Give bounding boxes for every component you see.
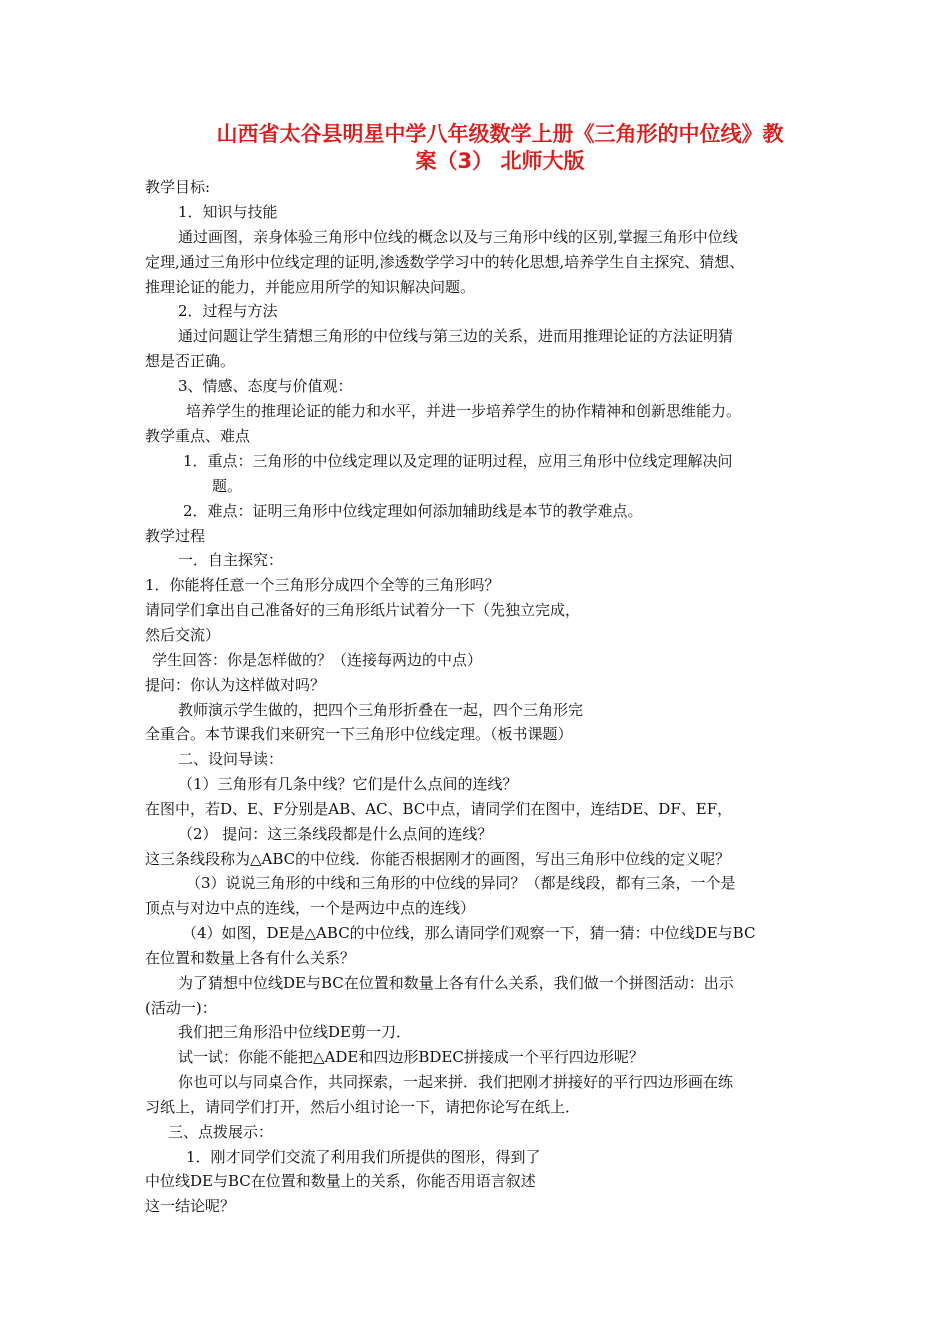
paragraph-line: 在位置和数量上各有什么关系？ — [145, 949, 356, 967]
paragraph-line: 提问：你认为这样做对吗？ — [145, 676, 326, 694]
document-title-line-1: 山西省太谷县明星中学八年级数学上册《三角形的中位线》教 — [216, 122, 784, 146]
document-title-line-2: 案（3） 北师大版 — [415, 149, 585, 173]
paragraph-line: 通过画图，亲身体验三角形中位线的概念以及与三角形中线的区别,掌握三角形中位线 — [178, 228, 738, 246]
paragraph-line: 培养学生的推理论证的能力和水平，并进一步培养学生的协作精神和创新思维能力。 — [186, 402, 742, 420]
list-item-key-point: 1．重点：三角形的中位线定理以及定理的证明过程，应用三角形中位线定理解决问 — [183, 452, 733, 470]
paragraph-line: 请同学们拿出自己准备好的三角形纸片试着分一下（先独立完成， — [145, 601, 581, 619]
subheading-self-exploration: 一．自主探究： — [178, 551, 284, 569]
paragraph-line: 这三条线段称为△ABC的中位线．你能否根据刚才的画图，写出三角形中位线的定义呢？ — [145, 850, 731, 868]
paragraph-line: （2） 提问：这三条线段都是什么点间的连线？ — [178, 825, 493, 843]
paragraph-line: 想是否正确。 — [145, 352, 236, 370]
subheading-knowledge-skills: 1．知识与技能 — [178, 203, 278, 221]
subheading-guidance-display: 三、点拨展示： — [168, 1123, 274, 1141]
section-heading-key-points: 教学重点、难点 — [145, 427, 251, 445]
paragraph-line: 全重合。本节课我们来研究一下三角形中位线定理。（板书课题） — [145, 725, 573, 743]
paragraph-line: 推理论证的能力，并能应用所学的知识解决问题。 — [145, 278, 476, 296]
paragraph-line: 中位线DE与BC在位置和数量上的关系，你能否用语言叙述 — [145, 1172, 536, 1190]
paragraph-line: 习纸上，请同学们打开，然后小组讨论一下，请把你论写在纸上． — [145, 1098, 581, 1116]
subheading-process-method: 2．过程与方法 — [178, 302, 278, 320]
paragraph-line: 然后交流） — [145, 626, 221, 644]
paragraph-line: 你也可以与同桌合作，共同探索，一起来拼．我们把刚才拼接好的平行四边形画在练 — [178, 1073, 734, 1091]
section-heading-process: 教学过程 — [145, 527, 206, 545]
paragraph-line: 这一结论呢？ — [145, 1197, 236, 1215]
paragraph-line: 定理,通过三角形中位线定理的证明,渗透数学学习中的转化思想,培养学生自主探究、猜想、 — [145, 253, 745, 271]
paragraph-line: （1）三角形有几条中线？它们是什么点间的连线？ — [178, 775, 518, 793]
paragraph-line: 通过问题让学生猜想三角形的中位线与第三边的关系，进而用推理论证的方法证明猜 — [178, 327, 734, 345]
paragraph-line: 我们把三角形沿中位线DE剪一刀． — [178, 1023, 411, 1041]
paragraph-line: 试一试：你能不能把△ADE和四边形BDEC拼接成一个平行四边形呢？ — [178, 1048, 644, 1066]
subheading-attitude-values: 3、情感、态度与价值观： — [178, 377, 353, 395]
subheading-guided-questions: 二、设问导读： — [178, 750, 284, 768]
paragraph-line: 在图中，若D、E、F分别是AB、AC、BC中点，请同学们在图中，连结DE、DF、EF， — [145, 800, 733, 818]
paragraph-line: 教师演示学生做的，把四个三角形折叠在一起，四个三角形完 — [178, 701, 584, 719]
paragraph-line: (活动一)： — [145, 999, 217, 1017]
paragraph-line: 1．刚才同学们交流了利用我们所提供的图形，得到了 — [186, 1148, 541, 1166]
paragraph-line: 顶点与对边中点的连线，一个是两边中点的连线） — [145, 899, 476, 917]
paragraph-line: 题。 — [212, 477, 243, 495]
list-item-difficult-point: 2．难点：证明三角形中位线定理如何添加辅助线是本节的教学难点。 — [183, 502, 643, 520]
paragraph-line: 为了猜想中位线DE与BC在位置和数量上各有什么关系，我们做一个拼图活动：出示 — [178, 974, 734, 992]
paragraph-line: （4）如图，DE是△ABC的中位线，那么请同学们观察一下，猜一猜：中位线DE与BC — [182, 924, 756, 942]
paragraph-line: 1．你能将任意一个三角形分成四个全等的三角形吗？ — [145, 576, 500, 594]
paragraph-line: 学生回答：你是怎样做的？（连接每两边的中点） — [152, 651, 483, 669]
paragraph-line: （3）说说三角形的中线和三角形的中位线的异同？（都是线段，都有三条，一个是 — [186, 874, 736, 892]
section-heading-objectives: 教学目标: — [145, 178, 211, 196]
